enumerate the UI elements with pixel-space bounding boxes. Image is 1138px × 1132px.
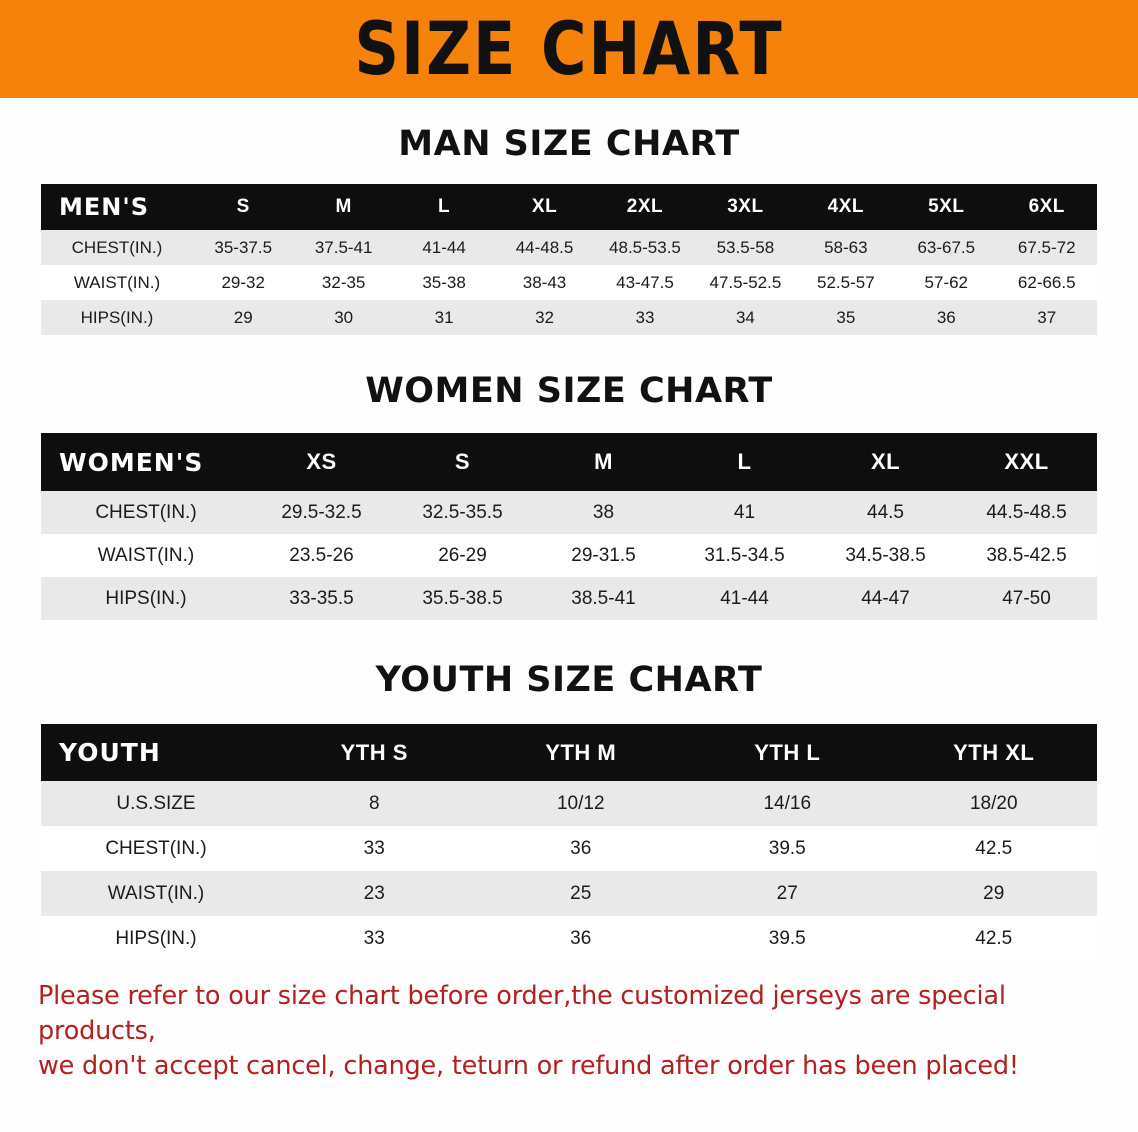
youth-section-title: YOUTH SIZE CHART xyxy=(375,660,763,700)
men-table-head xyxy=(41,184,1097,230)
men-table-body xyxy=(41,230,1097,335)
men-cell: 48.5-53.5 xyxy=(609,237,681,257)
youth-cell: 29 xyxy=(983,882,1005,904)
men-cell: 35 xyxy=(836,307,856,327)
men-cell: 62-66.5 xyxy=(1017,272,1076,292)
men-cell: 35-38 xyxy=(422,272,466,292)
youth-cell: 36 xyxy=(570,927,592,949)
women-cell: 35.5-38.5 xyxy=(422,587,503,609)
men-cell: 37 xyxy=(1037,307,1057,327)
men-cell: 52.5-57 xyxy=(817,272,875,292)
youth-row-label: WAIST(IN.) xyxy=(107,882,205,904)
youth-cell: 39.5 xyxy=(768,927,806,949)
youth-cell: 42.5 xyxy=(975,837,1013,859)
youth-column-header: YTH S xyxy=(340,739,408,765)
youth-cell: 23 xyxy=(363,882,385,904)
men-cell: 29 xyxy=(233,307,253,327)
men-cell: 58-63 xyxy=(824,237,868,257)
men-cell: 43-47.5 xyxy=(616,272,674,292)
youth-header-row xyxy=(41,724,1097,781)
women-cell: 44.5-48.5 xyxy=(986,501,1067,523)
men-cell: 29-32 xyxy=(221,272,265,292)
women-column-header: XS xyxy=(306,449,337,474)
women-table-wrap xyxy=(0,433,1138,620)
men-cell: 33 xyxy=(635,307,655,327)
women-cell: 33-35.5 xyxy=(289,587,354,609)
women-row-label: WAIST(IN.) xyxy=(97,544,195,566)
men-row-label: CHEST(IN.) xyxy=(71,237,163,257)
men-cell: 30 xyxy=(334,307,354,327)
men-row-label: WAIST(IN.) xyxy=(73,272,161,292)
women-cell: 44-47 xyxy=(861,587,910,609)
banner-title: SIZE CHART xyxy=(354,5,784,92)
youth-cell: 33 xyxy=(363,927,385,949)
youth-table-body xyxy=(41,781,1097,961)
men-cell: 53.5-58 xyxy=(716,237,775,257)
women-cell: 38.5-41 xyxy=(571,587,636,609)
youth-cell: 39.5 xyxy=(768,837,806,859)
women-row-label: CHEST(IN.) xyxy=(95,501,197,523)
youth-cell: 8 xyxy=(368,792,380,814)
youth-table-head xyxy=(41,724,1097,781)
notice-line-1: Please refer to our size chart before order,the customized jerseys are special products, xyxy=(38,981,1006,1047)
men-column-header: XL xyxy=(531,196,558,217)
women-row-label: HIPS(IN.) xyxy=(105,587,187,609)
women-cell: 41-44 xyxy=(720,587,769,609)
youth-cell: 25 xyxy=(570,882,592,904)
men-column-header: 2XL xyxy=(626,196,664,217)
table-row xyxy=(41,300,1097,335)
men-cell: 36 xyxy=(936,307,956,327)
men-cell: 63-67.5 xyxy=(917,237,976,257)
women-cell: 38 xyxy=(592,501,615,523)
youth-cell: 33 xyxy=(363,837,385,859)
notice-line-2: we don't accept cancel, change, teturn or refund after order has been placed! xyxy=(38,1051,1019,1082)
women-column-header: L xyxy=(737,449,752,474)
women-cell: 26-29 xyxy=(438,544,487,566)
men-column-header: S xyxy=(236,196,250,217)
men-cell: 41-44 xyxy=(422,237,466,257)
women-table-body xyxy=(41,491,1097,620)
table-row xyxy=(41,491,1097,534)
notice xyxy=(0,961,1138,1085)
men-column-header: 3XL xyxy=(727,196,764,217)
men-cell: 35-37.5 xyxy=(214,237,273,257)
men-cell: 67.5-72 xyxy=(1017,237,1076,257)
youth-row-label: CHEST(IN.) xyxy=(105,837,207,859)
youth-column-header: YTH XL xyxy=(953,739,1035,765)
men-column-header: 6XL xyxy=(1028,196,1065,217)
women-size-table xyxy=(41,433,1097,620)
women-column-header: XXL xyxy=(1004,449,1049,474)
women-cell: 29.5-32.5 xyxy=(281,501,362,523)
table-row xyxy=(41,230,1097,265)
youth-cell: 14/16 xyxy=(763,792,812,814)
women-cell: 31.5-34.5 xyxy=(704,544,785,566)
man-table-wrap xyxy=(0,184,1138,335)
women-corner-label: WOMEN'S xyxy=(59,447,204,477)
men-header-row xyxy=(41,184,1097,230)
table-row xyxy=(41,871,1097,916)
youth-cell: 36 xyxy=(570,837,592,859)
men-cell: 44-48.5 xyxy=(515,237,574,257)
women-cell: 29-31.5 xyxy=(571,544,636,566)
youth-cell: 42.5 xyxy=(975,927,1013,949)
women-column-header: M xyxy=(594,449,613,474)
man-section-title: MAN SIZE CHART xyxy=(398,124,740,164)
men-corner-label: MEN'S xyxy=(59,193,149,221)
banner xyxy=(0,0,1138,98)
table-row xyxy=(41,577,1097,620)
women-cell: 41 xyxy=(733,501,756,523)
men-cell: 47.5-52.5 xyxy=(709,272,782,292)
women-cell: 47-50 xyxy=(1002,587,1051,609)
men-cell: 32 xyxy=(535,307,554,327)
women-header-row xyxy=(41,433,1097,491)
men-column-header: M xyxy=(335,196,352,217)
youth-column-header: YTH M xyxy=(545,739,617,765)
youth-corner-label: YOUTH xyxy=(59,738,161,767)
women-column-header: S xyxy=(454,449,471,474)
youth-cell: 10/12 xyxy=(556,792,605,814)
men-cell: 34 xyxy=(735,307,755,327)
youth-row-label: U.S.SIZE xyxy=(116,792,196,814)
women-cell: 23.5-26 xyxy=(289,544,354,566)
youth-row-label: HIPS(IN.) xyxy=(115,927,197,949)
table-row xyxy=(41,781,1097,826)
men-row-label: HIPS(IN.) xyxy=(80,307,154,327)
women-section-title: WOMEN SIZE CHART xyxy=(365,371,773,411)
women-cell: 34.5-38.5 xyxy=(845,544,926,566)
men-cell: 31 xyxy=(434,307,454,327)
men-size-table xyxy=(41,184,1097,335)
women-cell: 44.5 xyxy=(867,501,904,523)
women-table-head xyxy=(41,433,1097,491)
youth-cell: 18/20 xyxy=(969,792,1018,814)
table-row xyxy=(41,826,1097,871)
men-column-header: 5XL xyxy=(928,196,965,217)
youth-column-header: YTH L xyxy=(754,739,821,765)
men-column-header: 4XL xyxy=(827,196,865,217)
men-cell: 37.5-41 xyxy=(314,237,373,257)
men-cell: 32-35 xyxy=(321,272,366,292)
men-cell: 38-43 xyxy=(522,272,567,292)
table-row xyxy=(41,916,1097,961)
youth-cell: 27 xyxy=(776,882,798,904)
youth-table-wrap xyxy=(0,724,1138,961)
women-cell: 32.5-35.5 xyxy=(422,501,503,523)
table-row xyxy=(41,534,1097,577)
women-cell: 38.5-42.5 xyxy=(986,544,1067,566)
men-cell: 57-62 xyxy=(924,272,969,292)
women-column-header: XL xyxy=(870,449,901,474)
youth-size-table xyxy=(41,724,1097,961)
table-row xyxy=(41,265,1097,300)
men-column-header: L xyxy=(438,196,451,217)
